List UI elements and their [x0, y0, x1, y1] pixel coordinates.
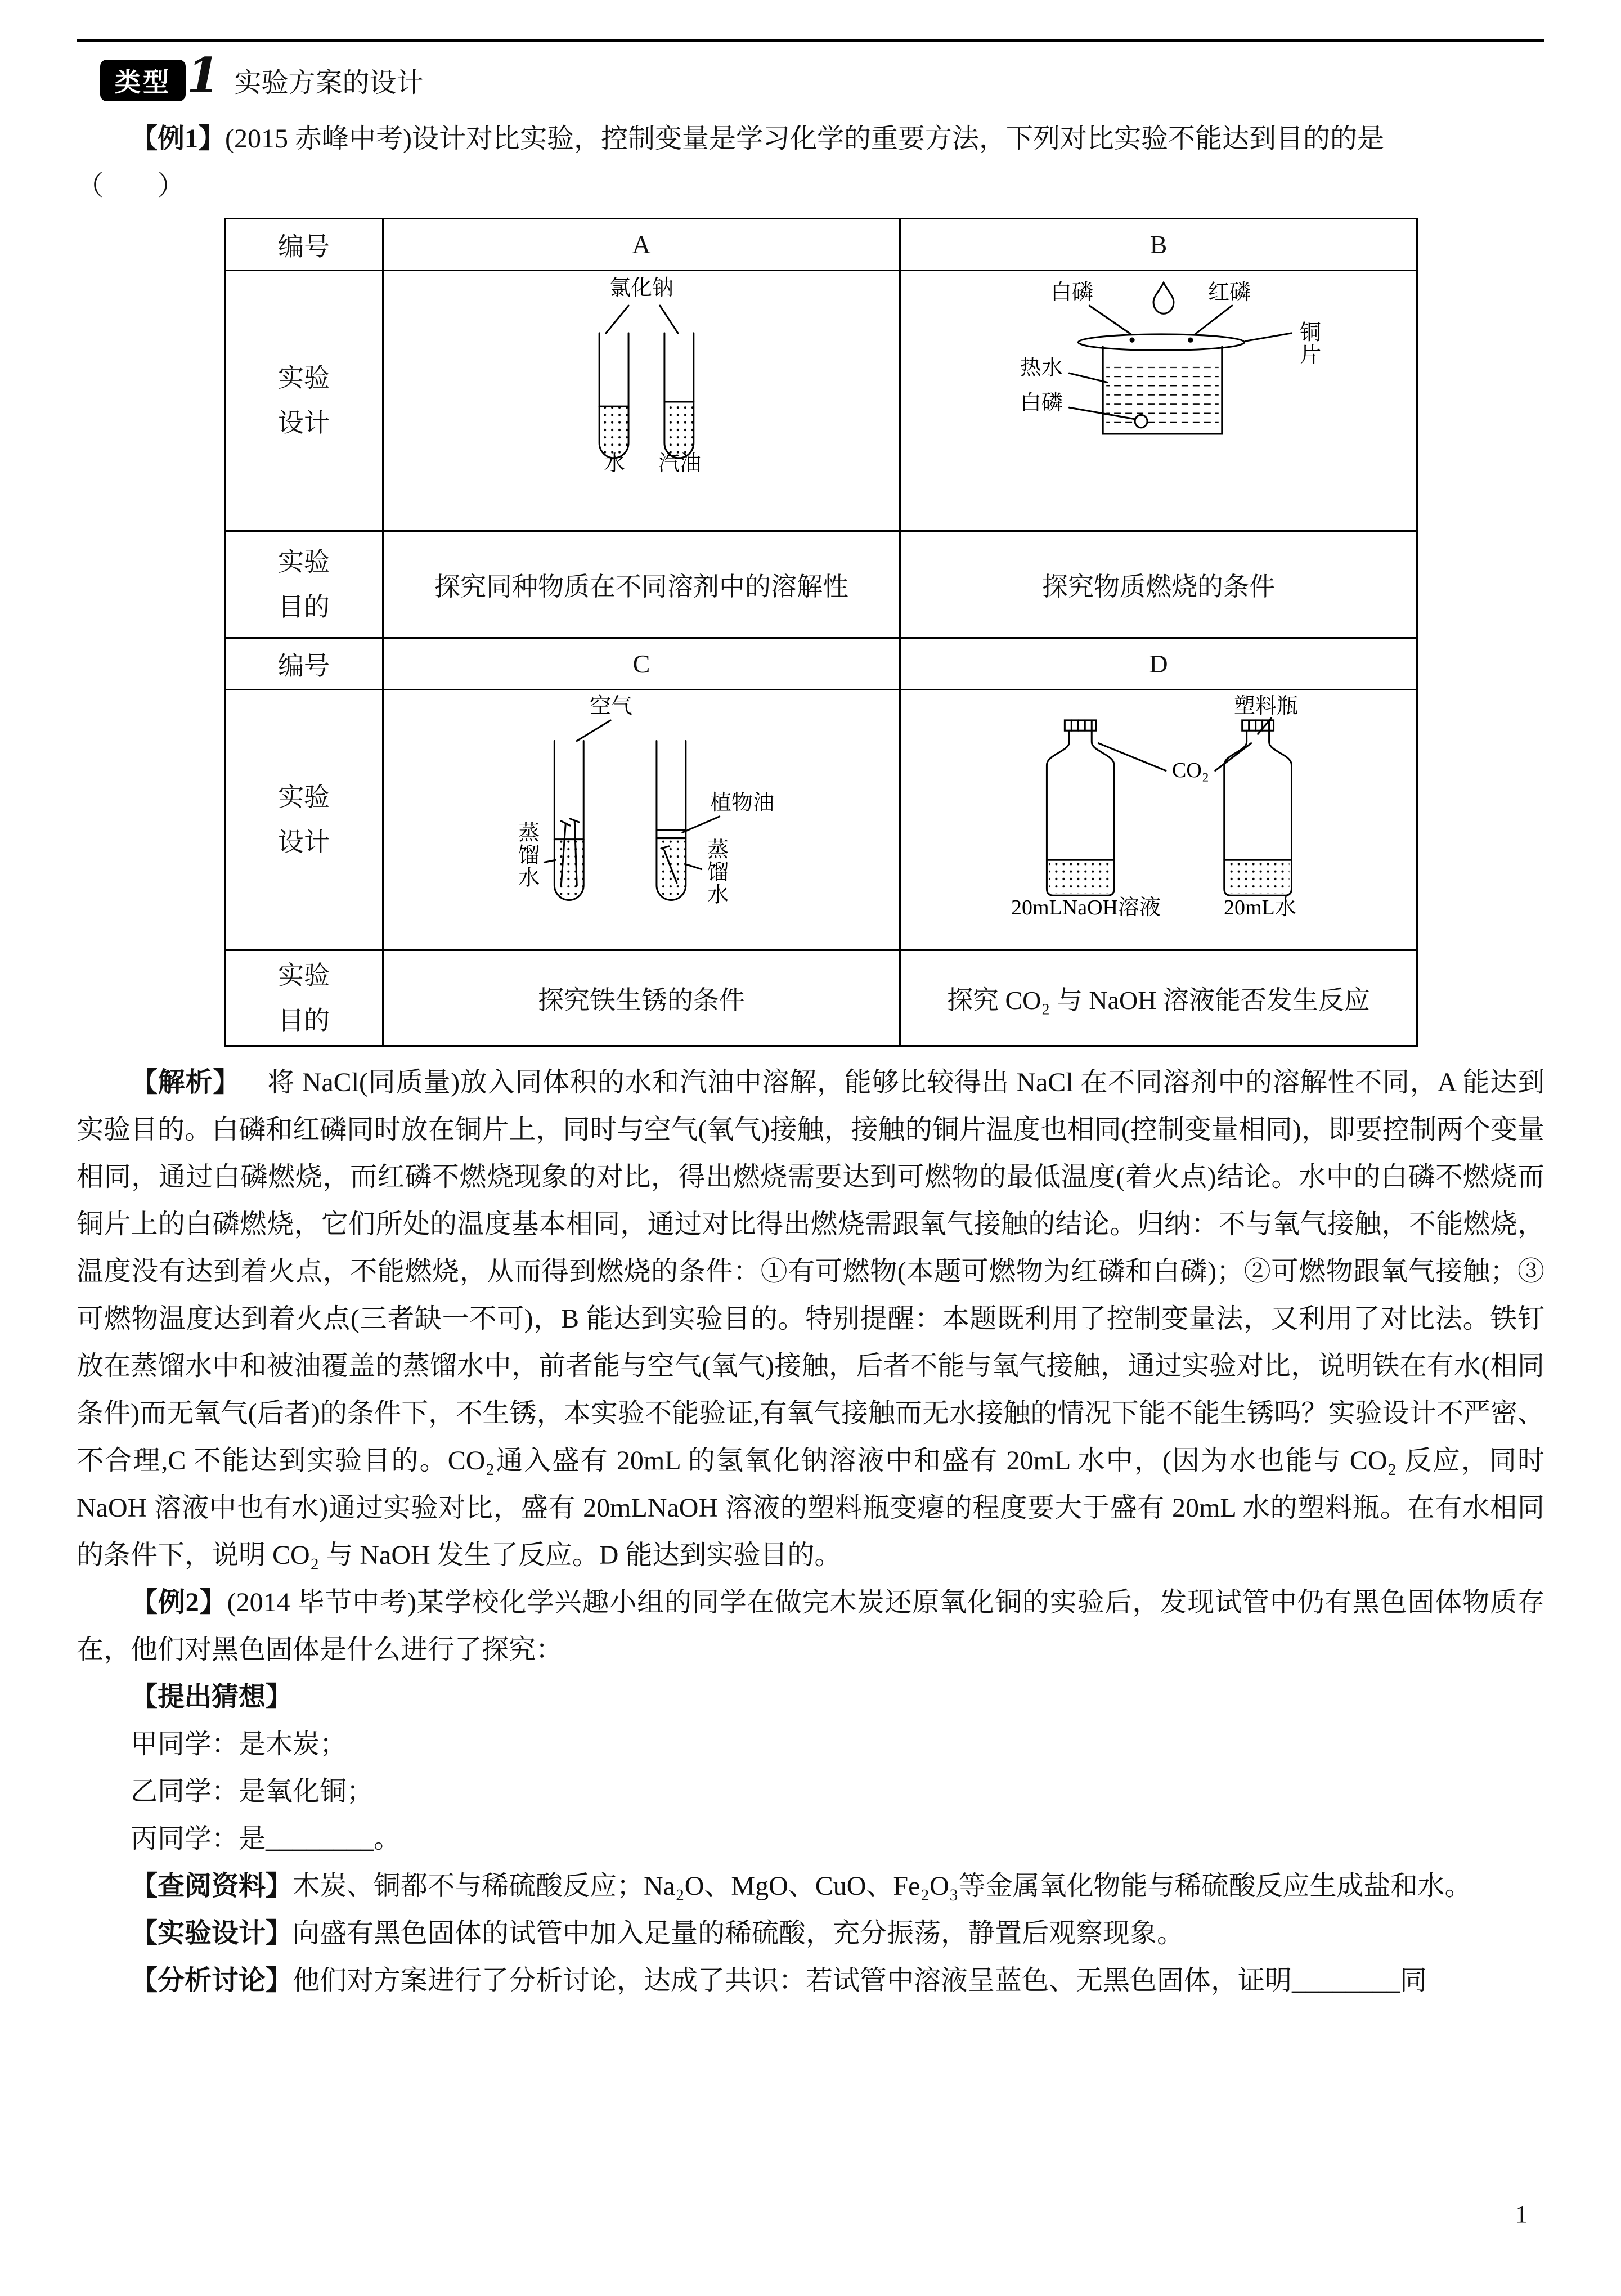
- example1-label: 【例1】: [131, 124, 226, 154]
- example2-paragraph: [77, 1579, 1544, 1674]
- guess-line-2: 乙同学：是氧化铜；: [131, 1777, 374, 1806]
- reference-paragraph: [77, 1863, 1544, 1910]
- example1-text: (2015 赤峰中考)设计对比实验，控制变量是学习化学的重要方法，下列对比实验不能达到目的的是: [225, 124, 1384, 154]
- row-label-purpose-2: [225, 950, 383, 1046]
- label-plastic-bottle: 塑料瓶: [1234, 694, 1299, 718]
- reference-text: 木炭、铜都不与稀硫酸反应；Na₂O、MgO、CuO、Fe₂O₃等金属氧化物能与稀硫酸反应生成盐和水。: [293, 1871, 1472, 1901]
- label-water-volume: 20mL水: [1224, 896, 1296, 920]
- purpose-b: 探究物质燃烧的条件: [900, 531, 1417, 638]
- label-copper-sheet: 铜片: [1296, 321, 1320, 366]
- design-paragraph: [77, 1910, 1544, 1957]
- label-vegetable-oil: 植物油: [710, 791, 775, 815]
- design-cell-a: [383, 271, 900, 531]
- row-label-design-line1: 实验: [278, 364, 330, 392]
- answer-bracket: （ ）: [77, 171, 185, 201]
- example2-text: (2014 毕节中考)某学校化学兴趣小组的同学在做完木炭还原氧化铜的实验后，发现试管中仍有黑色固体物质存在，他们对黑色固体是什么进行了探究：: [77, 1588, 1544, 1665]
- design-cell-b: [900, 271, 1417, 531]
- example2-label: 【例2】: [131, 1588, 227, 1617]
- section-title: 实验方案的设计: [234, 68, 424, 98]
- row-label-purpose-line2: 目的: [278, 592, 330, 621]
- table-row: [225, 271, 1417, 531]
- purpose-d: 探究 CO₂ 与 NaOH 溶液能否发生反应: [900, 950, 1417, 1046]
- analysis-label: 【解析】: [131, 1068, 241, 1097]
- label-naoh-solution: 20mLNaOH溶液: [1011, 896, 1161, 920]
- discussion-text: 他们对方案进行了分析讨论，达成了共识：若试管中溶液呈蓝色、无黑色固体，证明________同: [293, 1966, 1427, 1995]
- diagram-a: [384, 271, 899, 530]
- top-rule: [77, 39, 1544, 42]
- label-co2-gas: CO₂: [1172, 759, 1210, 782]
- diagram-d: [901, 690, 1416, 949]
- type-badge: 类型: [100, 60, 186, 101]
- design-text: 向盛有黑色固体的试管中加入足量的稀硫酸，充分振荡，静置后观察现象。: [293, 1918, 1184, 1948]
- row-label-design-line2: 设计: [278, 409, 330, 437]
- design-cell-d: [900, 690, 1417, 950]
- discussion-label: 【分析讨论】: [131, 1966, 293, 1995]
- label-distilled-water-right: 蒸馏水: [703, 838, 728, 905]
- table-row: [225, 690, 1417, 950]
- label-distilled-water-left: 蒸馏水: [514, 821, 538, 889]
- guess-heading: 【提出猜想】: [131, 1682, 293, 1712]
- header-b-cell: B: [900, 219, 1417, 271]
- flame-icon: [1153, 282, 1174, 313]
- header-id-cell-2: 编号: [225, 638, 383, 690]
- reference-label: 【查阅资料】: [131, 1871, 293, 1901]
- example1-paragraph: [77, 115, 1544, 163]
- header-a-cell: A: [383, 219, 900, 271]
- row-label-purpose2-line2: 目的: [278, 1006, 330, 1035]
- label-white-phosphorus-top: 白磷: [1050, 281, 1094, 304]
- diagram-c: [384, 690, 899, 949]
- row-label-design2-line2: 设计: [278, 828, 330, 856]
- guess-line-1: 甲同学：是木炭；: [131, 1729, 347, 1759]
- analysis-paragraph: [77, 1059, 1544, 1579]
- rust-tubes-icon: [384, 690, 899, 949]
- beaker-copper-icon: [901, 271, 1416, 530]
- table-row: [225, 531, 1417, 638]
- row-label-purpose2-line1: 实验: [278, 961, 330, 990]
- row-label-design2-line1: 实验: [278, 783, 330, 811]
- design-cell-c: [383, 690, 900, 950]
- page-number: 1: [1515, 2200, 1528, 2228]
- row-label-design-2: [225, 690, 383, 950]
- label-air: 空气: [590, 694, 633, 718]
- header-c-cell: C: [383, 638, 900, 690]
- purpose-c: 探究铁生锈的条件: [383, 950, 900, 1046]
- guess-line-3: 丙同学：是________。: [131, 1824, 401, 1854]
- row-label-purpose: [225, 531, 383, 638]
- diagram-b: [901, 271, 1416, 530]
- table-row: [225, 950, 1417, 1046]
- label-water: 水: [604, 452, 626, 476]
- test-tubes-icon: [384, 271, 899, 530]
- label-hot-water: 热水: [1020, 356, 1063, 380]
- analysis-text: 将 NaCl(同质量)放入同体积的水和汽油中溶解，能够比较得出 NaCl 在不同溶剂中的溶解性不同，A 能达到实验目的。白磷和红磷同时放在铜片上，同时与空气(氧气)接触，接触的铜片温度也相同(控制变量相同)，即要控制两个变量相同，通过白磷燃烧，而红磷不燃烧现象的对比，得出燃烧需要达到可燃物的最低温度(着火点)结论。水中的白磷不燃烧而铜片上的白磷燃烧，它们所处的温度基本相同，通过对比得出燃烧需跟氧气接触的结论。归纳：不与氧气接触，不能燃烧，温度没有达到着火点，不能燃烧，从而得到燃烧的条件：①有可燃物(本题可燃物为红磷和白磷)；②可燃物跟氧气接触；③可燃物温度达到着火点(三者缺一不可)，B 能达到实验目的。特别提醒：本题既利用了控制变量法，又利用了对比法。铁钉放在蒸馏水中和被油覆盖的蒸馏水中，前者能与空气(氧气)接触，后者不能与氧气接触，通过实验对比，说明铁在有水(相同条件)而无氧气(后者)的条件下，不生锈，本实验不能验证,有氧气接触而无水接触的情况下能不能生锈吗？实验设计不严密、不合理,C 不能达到实验目的。CO₂通入盛有 20mL 的氢氧化钠溶液中和盛有 20mL 水中，(因为水也能与 CO₂ 反应，同时 NaOH 溶液中也有水)通过实验对比，盛有 20mLNaOH 溶液的塑料瓶变瘪的程度要大于盛有 20mL 水的塑料瓶。在有水相同的条件下，说明 CO₂ 与 NaOH 发生了反应。D 能达到实验目的。: [77, 1068, 1544, 1570]
- type-badge-number: 1: [187, 47, 220, 103]
- purpose-a: 探究同种物质在不同溶剂中的溶解性: [383, 531, 900, 638]
- design-label: 【实验设计】: [131, 1918, 293, 1948]
- header-d-cell: D: [900, 638, 1417, 690]
- section-header: [100, 47, 1544, 103]
- label-sodium-chloride: 氯化钠: [609, 276, 674, 300]
- discussion-paragraph: [77, 1957, 1544, 2004]
- row-label-design: [225, 271, 383, 531]
- row-label-purpose-line1: 实验: [278, 547, 330, 576]
- experiment-table: [224, 218, 1418, 1047]
- label-white-phosphorus-bottom: 白磷: [1020, 391, 1063, 415]
- label-red-phosphorus: 红磷: [1208, 281, 1251, 304]
- table-row: [225, 638, 1417, 690]
- label-gasoline: 汽油: [658, 452, 702, 476]
- header-id-cell: 编号: [225, 219, 383, 271]
- table-row: [225, 219, 1417, 271]
